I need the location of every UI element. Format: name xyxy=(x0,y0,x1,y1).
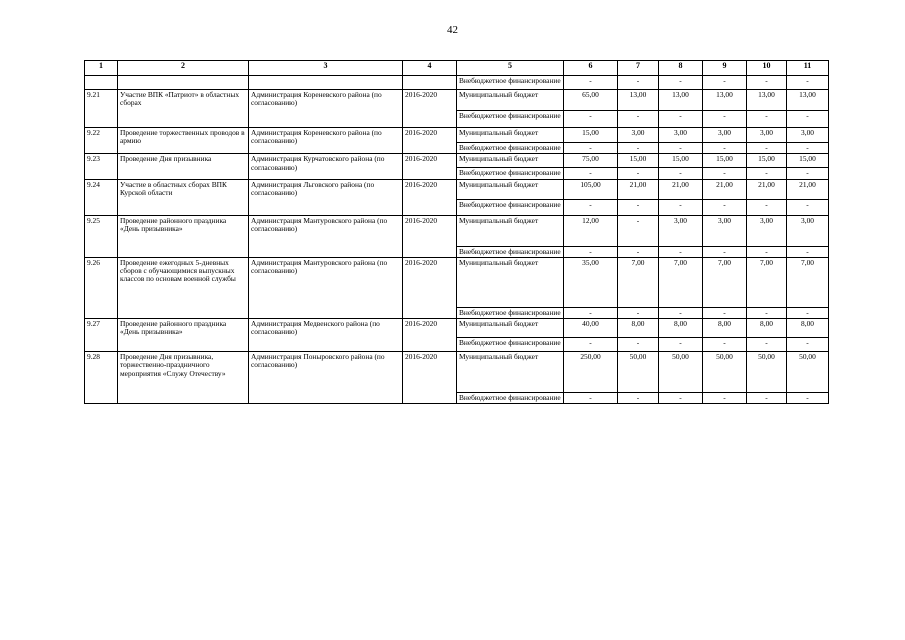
funding-source: Внебюджетное финансирование xyxy=(457,76,564,90)
item-period: 2016-2020 xyxy=(403,128,457,154)
value-cell: 8,00 xyxy=(787,319,829,338)
value-cell: - xyxy=(618,393,659,404)
value-cell: 15,00 xyxy=(703,154,747,168)
funding-source: Муниципальный бюджет xyxy=(457,257,564,307)
table-row xyxy=(85,352,829,393)
value-cell: - xyxy=(659,168,703,179)
value-cell: - xyxy=(659,307,703,318)
item-name: Проведение ежегодных 5-дневных сборов с обучающимися выпускных классов по основам военной службы xyxy=(118,257,249,318)
column-header: 10 xyxy=(747,61,787,76)
value-cell: 50,00 xyxy=(703,352,747,393)
value-cell: 7,00 xyxy=(747,257,787,307)
value-cell: 250,00 xyxy=(564,352,618,393)
table-row xyxy=(85,257,829,307)
value-cell: - xyxy=(747,111,787,128)
value-cell: - xyxy=(618,199,659,215)
value-cell: 40,00 xyxy=(564,319,618,338)
table-row xyxy=(85,128,829,143)
value-cell: - xyxy=(564,338,618,352)
item-executor: Администрация Льговского района (по согласованию) xyxy=(249,179,403,215)
value-cell: - xyxy=(564,76,618,90)
funding-source: Муниципальный бюджет xyxy=(457,215,564,246)
item-period: 2016-2020 xyxy=(403,352,457,404)
funding-source: Внебюджетное финансирование xyxy=(457,307,564,318)
value-cell: - xyxy=(564,143,618,154)
value-cell: - xyxy=(659,246,703,257)
item-executor: Администрация Кореневского района (по согласованию) xyxy=(249,90,403,128)
funding-source: Муниципальный бюджет xyxy=(457,128,564,143)
value-cell: 13,00 xyxy=(787,90,829,111)
value-cell: 3,00 xyxy=(787,215,829,246)
funding-source: Внебюджетное финансирование xyxy=(457,338,564,352)
value-cell: 105,00 xyxy=(564,179,618,199)
value-cell: 3,00 xyxy=(618,128,659,143)
table-row xyxy=(85,90,829,111)
funding-source: Внебюджетное финансирование xyxy=(457,199,564,215)
item-code: 9.24 xyxy=(85,179,118,215)
value-cell: - xyxy=(703,393,747,404)
value-cell: - xyxy=(787,111,829,128)
item-code: 9.22 xyxy=(85,128,118,154)
value-cell: - xyxy=(618,168,659,179)
item-name: Проведение районного праздника «День призывника» xyxy=(118,319,249,352)
value-cell: - xyxy=(618,307,659,318)
table-row xyxy=(85,215,829,246)
item-period: 2016-2020 xyxy=(403,319,457,352)
value-cell: - xyxy=(787,338,829,352)
column-header: 2 xyxy=(118,61,249,76)
value-cell: - xyxy=(703,168,747,179)
item-executor: Администрация Мантуровского района (по согласованию) xyxy=(249,215,403,257)
item-name: Проведение Дня призывника xyxy=(118,154,249,179)
item-name: Участие ВПК «Патриот» в областных сборах xyxy=(118,90,249,128)
item-period: 2016-2020 xyxy=(403,90,457,128)
value-cell: 50,00 xyxy=(618,352,659,393)
value-cell: 13,00 xyxy=(659,90,703,111)
value-cell: - xyxy=(747,199,787,215)
item-executor: Администрация Поныровского района (по согласованию) xyxy=(249,352,403,404)
item-code: 9.23 xyxy=(85,154,118,179)
item-code: 9.28 xyxy=(85,352,118,404)
value-cell: 15,00 xyxy=(659,154,703,168)
item-code: 9.26 xyxy=(85,257,118,318)
item-code: 9.25 xyxy=(85,215,118,257)
value-cell: 50,00 xyxy=(747,352,787,393)
value-cell: 3,00 xyxy=(703,215,747,246)
value-cell: - xyxy=(564,168,618,179)
page-number: 42 xyxy=(447,24,458,36)
column-header: 6 xyxy=(564,61,618,76)
empty-cell xyxy=(249,76,403,90)
value-cell: 3,00 xyxy=(659,215,703,246)
header-row xyxy=(85,61,829,76)
value-cell: 75,00 xyxy=(564,154,618,168)
item-name: Проведение торжественных проводов в армию xyxy=(118,128,249,154)
value-cell: - xyxy=(564,393,618,404)
item-period: 2016-2020 xyxy=(403,179,457,215)
table-row xyxy=(85,319,829,338)
value-cell: - xyxy=(703,76,747,90)
item-executor: Администрация Медвенского района (по согласованию) xyxy=(249,319,403,352)
item-name: Участие в областных сборах ВПК Курской области xyxy=(118,179,249,215)
value-cell: - xyxy=(703,338,747,352)
item-name: Проведение районного праздника «День призывника» xyxy=(118,215,249,257)
value-cell: 15,00 xyxy=(787,154,829,168)
value-cell: 21,00 xyxy=(659,179,703,199)
value-cell: - xyxy=(747,143,787,154)
value-cell: 50,00 xyxy=(787,352,829,393)
value-cell: - xyxy=(618,246,659,257)
value-cell: - xyxy=(659,199,703,215)
funding-source: Внебюджетное финансирование xyxy=(457,111,564,128)
value-cell: 3,00 xyxy=(659,128,703,143)
value-cell: - xyxy=(787,76,829,90)
item-executor: Администрация Курчатовского района (по согласованию) xyxy=(249,154,403,179)
value-cell: 21,00 xyxy=(618,179,659,199)
value-cell: 50,00 xyxy=(659,352,703,393)
funding-source: Внебюджетное финансирование xyxy=(457,246,564,257)
value-cell: - xyxy=(659,143,703,154)
value-cell: - xyxy=(747,338,787,352)
funding-source: Муниципальный бюджет xyxy=(457,319,564,338)
value-cell: - xyxy=(787,199,829,215)
value-cell: 7,00 xyxy=(703,257,747,307)
value-cell: 13,00 xyxy=(618,90,659,111)
funding-source: Муниципальный бюджет xyxy=(457,352,564,393)
value-cell: 3,00 xyxy=(703,128,747,143)
value-cell: 8,00 xyxy=(703,319,747,338)
value-cell: 21,00 xyxy=(747,179,787,199)
column-header: 7 xyxy=(618,61,659,76)
column-header: 9 xyxy=(703,61,747,76)
table-row xyxy=(85,179,829,199)
value-cell: - xyxy=(618,143,659,154)
table-row xyxy=(85,76,829,90)
item-period: 2016-2020 xyxy=(403,257,457,318)
value-cell: 13,00 xyxy=(703,90,747,111)
value-cell: - xyxy=(703,111,747,128)
value-cell: - xyxy=(747,168,787,179)
value-cell: - xyxy=(787,393,829,404)
empty-cell xyxy=(403,76,457,90)
value-cell: - xyxy=(747,76,787,90)
funding-source: Муниципальный бюджет xyxy=(457,179,564,199)
item-period: 2016-2020 xyxy=(403,215,457,257)
value-cell: 3,00 xyxy=(747,215,787,246)
value-cell: - xyxy=(787,143,829,154)
empty-cell xyxy=(85,76,118,90)
item-name: Проведение Дня призывника, торжественно-праздничного мероприятия «Служу Отечеству» xyxy=(118,352,249,404)
column-header: 11 xyxy=(787,61,829,76)
value-cell: - xyxy=(703,199,747,215)
column-header: 1 xyxy=(85,61,118,76)
value-cell: 3,00 xyxy=(747,128,787,143)
value-cell: 15,00 xyxy=(747,154,787,168)
value-cell: - xyxy=(787,246,829,257)
value-cell: - xyxy=(747,393,787,404)
value-cell: - xyxy=(564,199,618,215)
value-cell: - xyxy=(703,143,747,154)
column-header: 5 xyxy=(457,61,564,76)
value-cell: 21,00 xyxy=(703,179,747,199)
value-cell: 65,00 xyxy=(564,90,618,111)
value-cell: - xyxy=(659,111,703,128)
value-cell: - xyxy=(618,111,659,128)
funding-source: Внебюджетное финансирование xyxy=(457,393,564,404)
item-code: 9.27 xyxy=(85,319,118,352)
value-cell: - xyxy=(703,246,747,257)
value-cell: 8,00 xyxy=(747,319,787,338)
value-cell: 21,00 xyxy=(787,179,829,199)
column-header: 4 xyxy=(403,61,457,76)
value-cell: 7,00 xyxy=(787,257,829,307)
item-code: 9.21 xyxy=(85,90,118,128)
empty-cell xyxy=(118,76,249,90)
value-cell: - xyxy=(659,393,703,404)
value-cell: - xyxy=(564,307,618,318)
funding-table xyxy=(84,60,829,404)
value-cell: 13,00 xyxy=(747,90,787,111)
value-cell: - xyxy=(747,246,787,257)
value-cell: 8,00 xyxy=(618,319,659,338)
value-cell: - xyxy=(703,307,747,318)
funding-source: Внебюджетное финансирование xyxy=(457,168,564,179)
table-row xyxy=(85,154,829,168)
value-cell: 35,00 xyxy=(564,257,618,307)
value-cell: - xyxy=(659,76,703,90)
funding-source: Муниципальный бюджет xyxy=(457,90,564,111)
value-cell: 15,00 xyxy=(564,128,618,143)
funding-source: Внебюджетное финансирование xyxy=(457,143,564,154)
value-cell: - xyxy=(747,307,787,318)
value-cell: - xyxy=(618,215,659,246)
value-cell: 7,00 xyxy=(618,257,659,307)
value-cell: - xyxy=(787,168,829,179)
value-cell: - xyxy=(564,111,618,128)
value-cell: 7,00 xyxy=(659,257,703,307)
funding-source: Муниципальный бюджет xyxy=(457,154,564,168)
item-executor: Администрация Мантуровского района (по согласованию) xyxy=(249,257,403,318)
column-header: 8 xyxy=(659,61,703,76)
column-header: 3 xyxy=(249,61,403,76)
value-cell: - xyxy=(618,338,659,352)
value-cell: - xyxy=(659,338,703,352)
value-cell: - xyxy=(564,246,618,257)
item-period: 2016-2020 xyxy=(403,154,457,179)
value-cell: 3,00 xyxy=(787,128,829,143)
value-cell: - xyxy=(618,76,659,90)
item-executor: Администрация Кореневского района (по согласованию) xyxy=(249,128,403,154)
value-cell: 12,00 xyxy=(564,215,618,246)
value-cell: 8,00 xyxy=(659,319,703,338)
value-cell: - xyxy=(787,307,829,318)
value-cell: 15,00 xyxy=(618,154,659,168)
